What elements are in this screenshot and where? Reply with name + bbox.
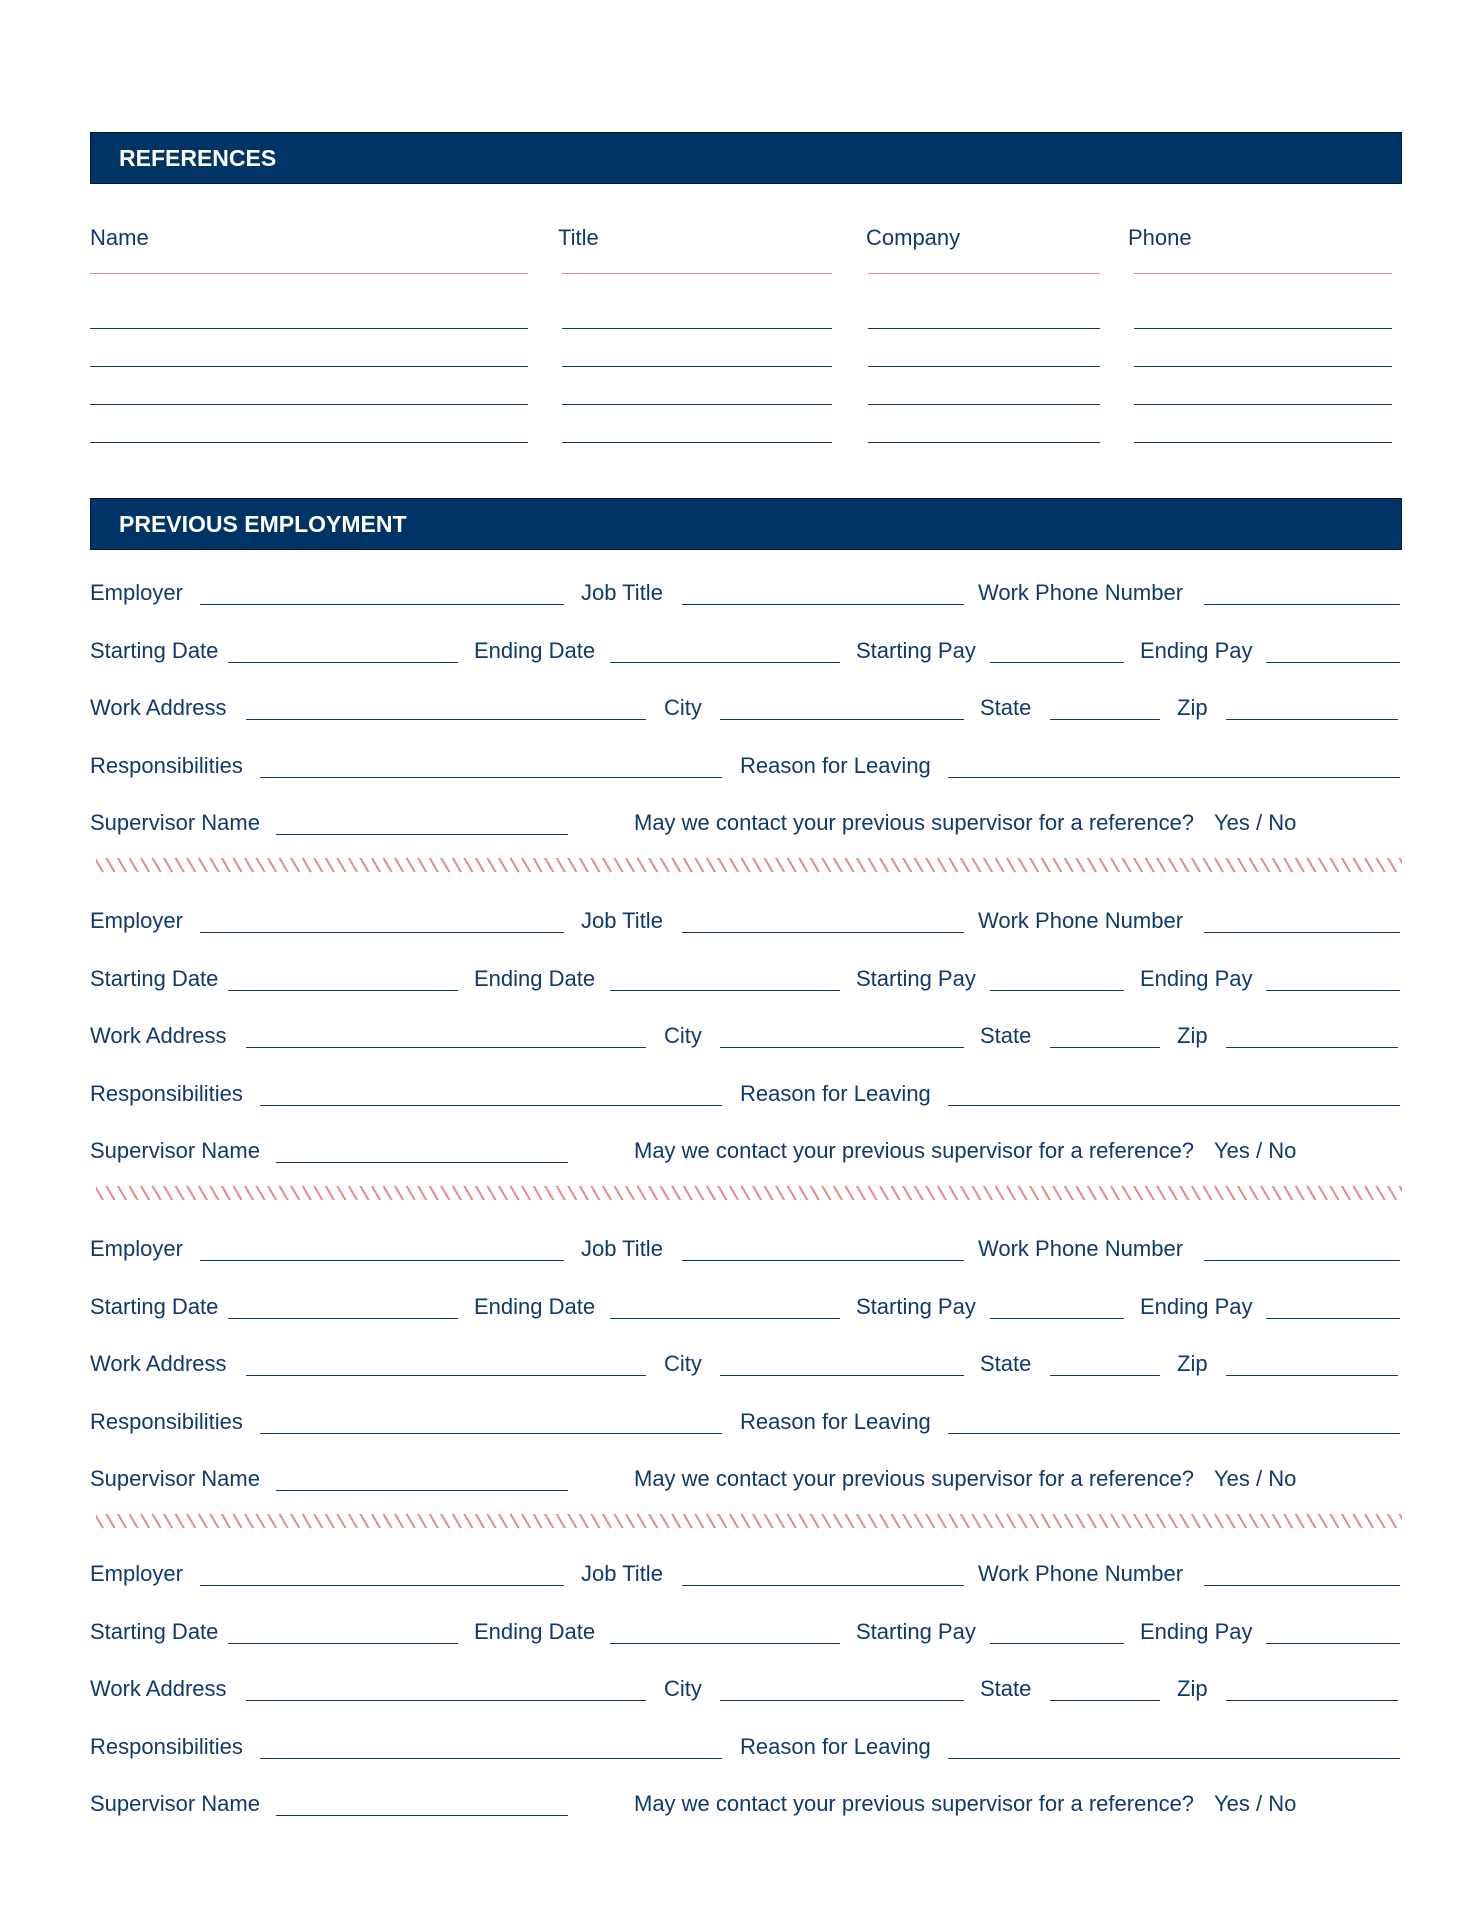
employment-entry xyxy=(0,580,1484,880)
work-address-label: Work Address xyxy=(90,1023,227,1048)
work-phone-label: Work Phone Number xyxy=(978,580,1184,605)
dates-pay-row xyxy=(0,1619,1484,1649)
dates-pay-row xyxy=(0,966,1484,996)
responsibilities-label: Responsibilities xyxy=(90,1734,243,1759)
job-title-label: Job Title xyxy=(581,580,663,605)
employer-label: Employer xyxy=(90,580,183,605)
state-field[interactable] xyxy=(1050,1700,1160,1701)
employer-field[interactable] xyxy=(200,1260,564,1261)
starting-date-field[interactable] xyxy=(228,662,458,663)
ref-header-underline-name xyxy=(90,273,528,274)
employment-entry xyxy=(0,1561,1484,1861)
work-address-label: Work Address xyxy=(90,1351,227,1376)
work-phone-field[interactable] xyxy=(1204,932,1400,933)
starting-date-label: Starting Date xyxy=(90,966,219,991)
ending-pay-field[interactable] xyxy=(1266,990,1400,991)
starting-pay-label: Starting Pay xyxy=(856,638,976,663)
ref-phone-field[interactable] xyxy=(1134,404,1392,405)
address-row xyxy=(0,1023,1484,1053)
state-label: State xyxy=(980,1023,1032,1048)
state-field[interactable] xyxy=(1050,719,1160,720)
zip-label: Zip xyxy=(1177,1023,1208,1048)
city-field[interactable] xyxy=(720,719,964,720)
supervisor-name-label: Supervisor Name xyxy=(90,1791,260,1816)
ending-date-field[interactable] xyxy=(610,990,840,991)
responsibilities-row xyxy=(0,1409,1484,1439)
supervisor-name-field[interactable] xyxy=(276,1815,568,1816)
address-row xyxy=(0,1351,1484,1381)
ref-name-field[interactable] xyxy=(90,442,528,443)
starting-date-field[interactable] xyxy=(228,1643,458,1644)
ref-col-name: Name xyxy=(90,225,149,250)
reason-for-leaving-field[interactable] xyxy=(948,1758,1400,1759)
city-label: City xyxy=(664,1676,702,1701)
supervisor-name-label: Supervisor Name xyxy=(90,810,260,835)
ref-col-phone: Phone xyxy=(1128,225,1192,250)
ending-pay-label: Ending Pay xyxy=(1140,638,1253,663)
reason-for-leaving-label: Reason for Leaving xyxy=(740,753,931,778)
previous-employment-header xyxy=(90,498,1402,550)
supervisor-name-field[interactable] xyxy=(276,1490,568,1491)
responsibilities-label: Responsibilities xyxy=(90,753,243,778)
ref-header-underline-phone xyxy=(1134,273,1392,274)
starting-date-field[interactable] xyxy=(228,1318,458,1319)
ref-name-field[interactable] xyxy=(90,366,528,367)
ending-pay-label: Ending Pay xyxy=(1140,1294,1253,1319)
hatched-divider xyxy=(96,858,1402,872)
reason-for-leaving-label: Reason for Leaving xyxy=(740,1081,931,1106)
starting-pay-field[interactable] xyxy=(990,990,1124,991)
contact-question-label: May we contact your previous supervisor for a reference? xyxy=(634,1466,1195,1491)
reason-for-leaving-label: Reason for Leaving xyxy=(740,1409,931,1434)
starting-date-label: Starting Date xyxy=(90,1619,219,1644)
ref-phone-field[interactable] xyxy=(1134,442,1392,443)
starting-pay-label: Starting Pay xyxy=(856,1619,976,1644)
ref-phone-field[interactable] xyxy=(1134,328,1392,329)
ending-date-label: Ending Date xyxy=(474,638,596,663)
contact-question-label: May we contact your previous supervisor for a reference? xyxy=(634,1791,1195,1816)
zip-field[interactable] xyxy=(1226,1375,1398,1376)
employer-row xyxy=(0,1236,1484,1266)
ending-date-field[interactable] xyxy=(610,1643,840,1644)
work-phone-field[interactable] xyxy=(1204,1585,1400,1586)
ending-date-label: Ending Date xyxy=(474,1294,596,1319)
job-title-label: Job Title xyxy=(581,1236,663,1261)
employer-row xyxy=(0,1561,1484,1591)
ref-phone-field[interactable] xyxy=(1134,366,1392,367)
zip-field[interactable] xyxy=(1226,719,1398,720)
employment-entry xyxy=(0,908,1484,1208)
dates-pay-row xyxy=(0,1294,1484,1324)
address-row xyxy=(0,1676,1484,1706)
zip-label: Zip xyxy=(1177,1676,1208,1701)
ending-date-label: Ending Date xyxy=(474,966,596,991)
references-title: REFERENCES xyxy=(119,145,277,171)
city-label: City xyxy=(664,695,702,720)
zip-label: Zip xyxy=(1177,695,1208,720)
job-title-label: Job Title xyxy=(581,1561,663,1586)
dates-pay-row xyxy=(0,638,1484,668)
ending-pay-field[interactable] xyxy=(1266,662,1400,663)
ending-date-field[interactable] xyxy=(610,1318,840,1319)
supervisor-row xyxy=(0,1138,1484,1168)
employer-row xyxy=(0,908,1484,938)
responsibilities-field[interactable] xyxy=(260,1433,722,1434)
employer-label: Employer xyxy=(90,908,183,933)
responsibilities-row xyxy=(0,1734,1484,1764)
work-address-label: Work Address xyxy=(90,695,227,720)
work-address-field[interactable] xyxy=(246,1700,646,1701)
employer-label: Employer xyxy=(90,1236,183,1261)
city-label: City xyxy=(664,1023,702,1048)
city-field[interactable] xyxy=(720,1375,964,1376)
starting-pay-label: Starting Pay xyxy=(856,1294,976,1319)
zip-label: Zip xyxy=(1177,1351,1208,1376)
job-title-field[interactable] xyxy=(682,1585,964,1586)
ref-name-field[interactable] xyxy=(90,328,528,329)
starting-date-label: Starting Date xyxy=(90,638,219,663)
ending-pay-label: Ending Pay xyxy=(1140,1619,1253,1644)
responsibilities-field[interactable] xyxy=(260,777,722,778)
ref-company-field[interactable] xyxy=(868,328,1100,329)
work-phone-field[interactable] xyxy=(1204,1260,1400,1261)
job-title-label: Job Title xyxy=(581,908,663,933)
responsibilities-row xyxy=(0,1081,1484,1111)
reason-for-leaving-field[interactable] xyxy=(948,1105,1400,1106)
employer-field[interactable] xyxy=(200,932,564,933)
ref-title-field[interactable] xyxy=(562,366,832,367)
state-label: State xyxy=(980,1351,1032,1376)
state-label: State xyxy=(980,1676,1032,1701)
employer-label: Employer xyxy=(90,1561,183,1586)
responsibilities-label: Responsibilities xyxy=(90,1409,243,1434)
references-header xyxy=(90,132,1402,184)
work-address-label: Work Address xyxy=(90,1676,227,1701)
previous-employment-title: PREVIOUS EMPLOYMENT xyxy=(119,511,407,537)
ref-header-underline-company xyxy=(868,273,1100,274)
starting-pay-field[interactable] xyxy=(990,1318,1124,1319)
starting-pay-label: Starting Pay xyxy=(856,966,976,991)
ref-name-field[interactable] xyxy=(90,404,528,405)
starting-pay-field[interactable] xyxy=(990,662,1124,663)
work-address-field[interactable] xyxy=(246,719,646,720)
ending-pay-field[interactable] xyxy=(1266,1643,1400,1644)
employment-entry xyxy=(0,1236,1484,1536)
reason-for-leaving-label: Reason for Leaving xyxy=(740,1734,931,1759)
supervisor-name-field[interactable] xyxy=(276,1162,568,1163)
ref-header-underline-title xyxy=(562,273,832,274)
hatched-divider xyxy=(96,1186,1402,1200)
work-address-field[interactable] xyxy=(246,1375,646,1376)
reason-for-leaving-field[interactable] xyxy=(948,777,1400,778)
yes-no-option[interactable]: Yes / No xyxy=(1214,1791,1297,1816)
ending-date-field[interactable] xyxy=(610,662,840,663)
state-field[interactable] xyxy=(1050,1047,1160,1048)
ending-date-label: Ending Date xyxy=(474,1619,596,1644)
city-field[interactable] xyxy=(720,1700,964,1701)
zip-field[interactable] xyxy=(1226,1700,1398,1701)
supervisor-row xyxy=(0,1791,1484,1821)
yes-no-option[interactable]: Yes / No xyxy=(1214,810,1297,835)
work-phone-label: Work Phone Number xyxy=(978,908,1184,933)
work-phone-field[interactable] xyxy=(1204,604,1400,605)
city-label: City xyxy=(664,1351,702,1376)
starting-pay-field[interactable] xyxy=(990,1643,1124,1644)
work-address-field[interactable] xyxy=(246,1047,646,1048)
ref-col-title: Title xyxy=(558,225,599,250)
ref-title-field[interactable] xyxy=(562,404,832,405)
job-title-field[interactable] xyxy=(682,1260,964,1261)
ref-col-company: Company xyxy=(866,225,961,250)
responsibilities-row xyxy=(0,753,1484,783)
ref-title-field[interactable] xyxy=(562,328,832,329)
starting-date-label: Starting Date xyxy=(90,1294,219,1319)
reason-for-leaving-field[interactable] xyxy=(948,1433,1400,1434)
ref-title-field[interactable] xyxy=(562,442,832,443)
supervisor-name-label: Supervisor Name xyxy=(90,1138,260,1163)
contact-question-label: May we contact your previous supervisor for a reference? xyxy=(634,1138,1195,1163)
ref-company-field[interactable] xyxy=(868,366,1100,367)
supervisor-row xyxy=(0,810,1484,840)
state-field[interactable] xyxy=(1050,1375,1160,1376)
responsibilities-field[interactable] xyxy=(260,1105,722,1106)
address-row xyxy=(0,695,1484,725)
zip-field[interactable] xyxy=(1226,1047,1398,1048)
contact-question-label: May we contact your previous supervisor for a reference? xyxy=(634,810,1195,835)
employer-field[interactable] xyxy=(200,604,564,605)
ref-company-field[interactable] xyxy=(868,404,1100,405)
ref-company-field[interactable] xyxy=(868,442,1100,443)
yes-no-option[interactable]: Yes / No xyxy=(1214,1466,1297,1491)
employer-row xyxy=(0,580,1484,610)
responsibilities-field[interactable] xyxy=(260,1758,722,1759)
responsibilities-label: Responsibilities xyxy=(90,1081,243,1106)
city-field[interactable] xyxy=(720,1047,964,1048)
ending-pay-label: Ending Pay xyxy=(1140,966,1253,991)
work-phone-label: Work Phone Number xyxy=(978,1236,1184,1261)
state-label: State xyxy=(980,695,1032,720)
supervisor-row xyxy=(0,1466,1484,1496)
job-title-field[interactable] xyxy=(682,604,964,605)
work-phone-label: Work Phone Number xyxy=(978,1561,1184,1586)
starting-date-field[interactable] xyxy=(228,990,458,991)
ending-pay-field[interactable] xyxy=(1266,1318,1400,1319)
supervisor-name-field[interactable] xyxy=(276,834,568,835)
supervisor-name-label: Supervisor Name xyxy=(90,1466,260,1491)
yes-no-option[interactable]: Yes / No xyxy=(1214,1138,1297,1163)
job-title-field[interactable] xyxy=(682,932,964,933)
employer-field[interactable] xyxy=(200,1585,564,1586)
hatched-divider xyxy=(96,1514,1402,1528)
